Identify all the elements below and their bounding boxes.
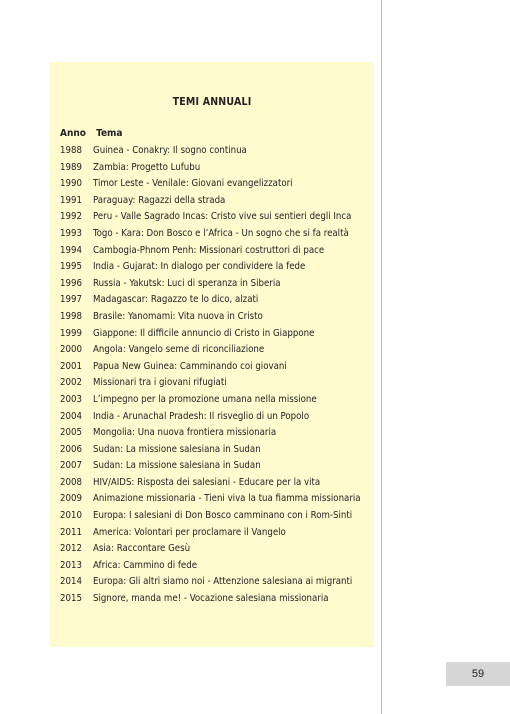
- table-row: [60, 176, 361, 193]
- row-year: 1994: [60, 244, 82, 256]
- row-theme: Sudan: La missione salesiana in Sudan: [93, 443, 261, 455]
- row-theme: Mongolia: Una nuova frontiera missionaria: [93, 427, 277, 439]
- row-theme: Russia - Yakutsk: Luci di speranza in Siberia: [93, 277, 281, 289]
- page-divider: [381, 0, 382, 714]
- table-row: [60, 259, 361, 276]
- theme-column-header: Tema: [96, 128, 123, 139]
- row-theme: Paraguay: Ragazzi della strada: [93, 194, 226, 206]
- row-year: 1993: [60, 227, 82, 239]
- table-row: [60, 409, 361, 426]
- row-year: 1996: [60, 277, 82, 289]
- table-row: [60, 193, 361, 210]
- row-year: 2012: [60, 543, 82, 555]
- row-theme: Cambogia-Phnom Penh: Missionari costruttori di pace: [93, 244, 325, 256]
- table-row: [60, 309, 361, 326]
- row-theme: America: Volontari per proclamare il Vangelo: [93, 526, 286, 538]
- row-theme: Angola: Vangelo seme di riconciliazione: [93, 344, 265, 356]
- row-year: 1999: [60, 327, 82, 339]
- row-year: 2011: [60, 526, 82, 538]
- table-row: [60, 508, 361, 525]
- row-year: 1991: [60, 194, 82, 206]
- row-year: 2010: [60, 510, 82, 522]
- row-theme: India - Gujarat: In dialogo per condividere la fede: [93, 261, 306, 273]
- table-row: [60, 143, 361, 160]
- table-row: [60, 243, 361, 260]
- row-theme: Papua New Guinea: Camminando coi giovani: [93, 360, 287, 372]
- row-theme: India - Arunachal Pradesh: Il risveglio di un Popolo: [93, 410, 310, 422]
- row-year: 2003: [60, 393, 82, 405]
- table-row: [60, 326, 361, 343]
- row-theme: Timor Leste - Venilale: Giovani evangelizzatori: [93, 178, 293, 190]
- row-theme: Europa: I salesiani di Don Bosco camminano con i Rom-Sinti: [93, 510, 353, 522]
- row-year: 2008: [60, 476, 82, 488]
- row-theme: Togo - Kara: Don Bosco e l’Africa - Un sogno che si fa realtà: [93, 227, 349, 239]
- table-row: [60, 359, 361, 376]
- box-title: TEMI ANNUALI: [172, 96, 252, 108]
- table-row: [60, 342, 361, 359]
- row-year: 2015: [60, 593, 82, 605]
- table-row: [60, 541, 361, 558]
- row-year: 2002: [60, 377, 82, 389]
- table-row: [60, 209, 361, 226]
- page-number: 59: [471, 668, 485, 680]
- page-number-tab: [446, 662, 510, 686]
- table-row: [60, 292, 361, 309]
- row-theme: Madagascar: Ragazzo te lo dico, alzati: [93, 294, 259, 306]
- year-column-header: Anno: [60, 128, 86, 139]
- table-row: [60, 160, 361, 177]
- table-row: [60, 475, 361, 492]
- table-row: [60, 525, 361, 542]
- table-header: [60, 126, 123, 142]
- row-year: 2013: [60, 559, 82, 571]
- row-year: 1988: [60, 145, 82, 156]
- table-row: [60, 276, 361, 293]
- table-row: [60, 442, 361, 459]
- row-year: 2006: [60, 443, 82, 455]
- row-theme: Asia: Raccontare Gesù: [93, 543, 191, 555]
- row-year: 2004: [60, 410, 82, 422]
- table-row: [60, 591, 361, 608]
- row-year: 2001: [60, 360, 82, 372]
- table-row: [60, 458, 361, 475]
- row-theme: Europa: Gli altri siamo noi - Attenzione salesiana ai migranti: [93, 576, 353, 588]
- table-row: [60, 574, 361, 591]
- row-year: 1989: [60, 161, 82, 173]
- themes-table: [60, 143, 361, 608]
- row-theme: Signore, manda me! - Vocazione salesiana missionaria: [93, 593, 329, 605]
- row-theme: Brasile: Yanomami: Vita nuova in Cristo: [93, 310, 263, 322]
- row-theme: Africa: Cammino di fede: [93, 559, 198, 571]
- row-theme: Zambia: Progetto Lufubu: [93, 161, 201, 173]
- row-theme: Guinea - Conakry: Il sogno continua: [93, 145, 247, 156]
- table-row: [60, 491, 361, 508]
- row-theme: L’impegno per la promozione umana nella missione: [93, 393, 317, 405]
- table-row: [60, 425, 361, 442]
- row-year: 1992: [60, 211, 82, 223]
- row-year: 2009: [60, 493, 82, 505]
- row-year: 2014: [60, 576, 82, 588]
- annual-themes-box: [50, 62, 374, 647]
- table-row: [60, 226, 361, 243]
- row-year: 1990: [60, 178, 82, 190]
- row-year: 2000: [60, 344, 82, 356]
- row-year: 1998: [60, 310, 82, 322]
- row-year: 1995: [60, 261, 82, 273]
- row-year: 2005: [60, 427, 82, 439]
- row-theme: Missionari tra i giovani rifugiati: [93, 377, 227, 389]
- row-year: 2007: [60, 460, 82, 472]
- row-theme: Sudan: La missione salesiana in Sudan: [93, 460, 261, 472]
- row-theme: Peru - Valle Sagrado Incas: Cristo vive sui sentieri degli Inca: [93, 211, 352, 223]
- row-year: 1997: [60, 294, 82, 306]
- row-theme: Animazione missionaria - Tieni viva la tua fiamma missionaria: [93, 493, 361, 505]
- row-theme: Giappone: Il difficile annuncio di Cristo in Giappone: [93, 327, 315, 339]
- table-row: [60, 392, 361, 409]
- table-row: [60, 375, 361, 392]
- row-theme: HIV/AIDS: Risposta dei salesiani - Educare per la vita: [93, 476, 321, 488]
- table-row: [60, 558, 361, 575]
